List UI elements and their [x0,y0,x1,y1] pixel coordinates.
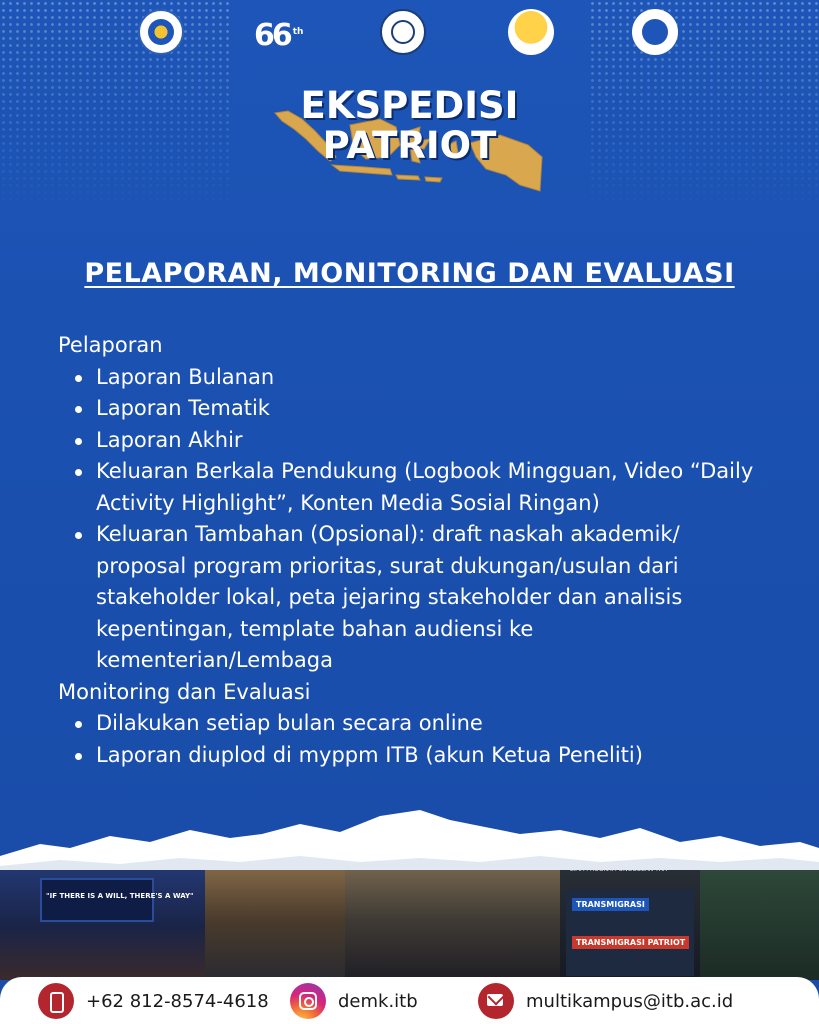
photo-whiteboard-presentation [700,860,819,980]
headline-line-2: PATRIOT [322,124,497,167]
board-label-transmigrasi-patriot: TRANSMIGRASI PATRIOT [572,936,689,949]
section-title: PELAPORAN, MONITORING DAN EVALUASI [84,258,735,289]
email-address: multikampus@itb.ac.id [526,990,734,1012]
photo-collage [0,860,819,980]
list-item: Laporan Bulanan [96,362,758,394]
list-item: Laporan Akhir [96,425,758,457]
phone-number: +62 812-8574-4618 [86,990,269,1012]
pelaporan-heading: Pelaporan [58,333,163,357]
instagram-handle: demk.itb [338,990,418,1012]
instagram-icon [290,983,326,1019]
board-label-transmigrasi: TRANSMIGRASI [572,898,649,911]
stage-screen-text: "IF THERE IS A WILL, THERE'S A WAY" [46,892,194,900]
phone-contact[interactable] [38,983,269,1019]
multikampus-logo [632,9,678,55]
itb-seal-logo [380,9,426,55]
stage-screen [40,878,194,922]
phone-icon [38,983,74,1019]
list-item: Keluaran Berkala Pendukung (Logbook Mingguan, Video “Daily Activity Highlight”, Konten Media Sosial Ringan) [96,456,758,519]
monitoring-list [58,708,758,771]
mail-icon [478,983,514,1019]
content-body [58,330,758,771]
list-item: Laporan Tematik [96,393,758,425]
photo-hall-audience [205,860,345,980]
list-item: Keluaran Tambahan (Opsional): draft naskah akademik/ proposal program prioritas, surat dukungan/usulan dari stakeholder lokal, peta jejaring stakeholder dan analisis kepentingan, template bahan audiensi ke kementerian/Lembaga [96,519,758,677]
anniversary-suffix: th [292,27,304,37]
anniversary-number: 66 [254,18,290,53]
pelaporan-list [58,362,758,677]
instagram-contact[interactable] [290,983,418,1019]
photo-program-board [560,860,700,980]
contact-footer [0,977,819,1024]
photo-crowd-raising-hands [345,860,560,980]
program-board [566,890,694,976]
email-contact[interactable] [478,983,733,1019]
berdampak-logo [508,9,554,55]
partner-logos [0,9,819,59]
photo-auditorium-stage [0,860,205,980]
mountain-range-decoration [0,808,819,878]
monitoring-heading: Monitoring dan Evaluasi [58,679,311,704]
list-item: Laporan diuplod di myppm ITB (akun Ketua Peneliti) [96,740,758,772]
list-item: Dilakukan setiap bulan secara online [96,708,758,740]
headline-line-1: EKSPEDISI [300,84,519,127]
university-seal-logo [138,9,184,55]
anniversary-66-logo [254,9,306,55]
